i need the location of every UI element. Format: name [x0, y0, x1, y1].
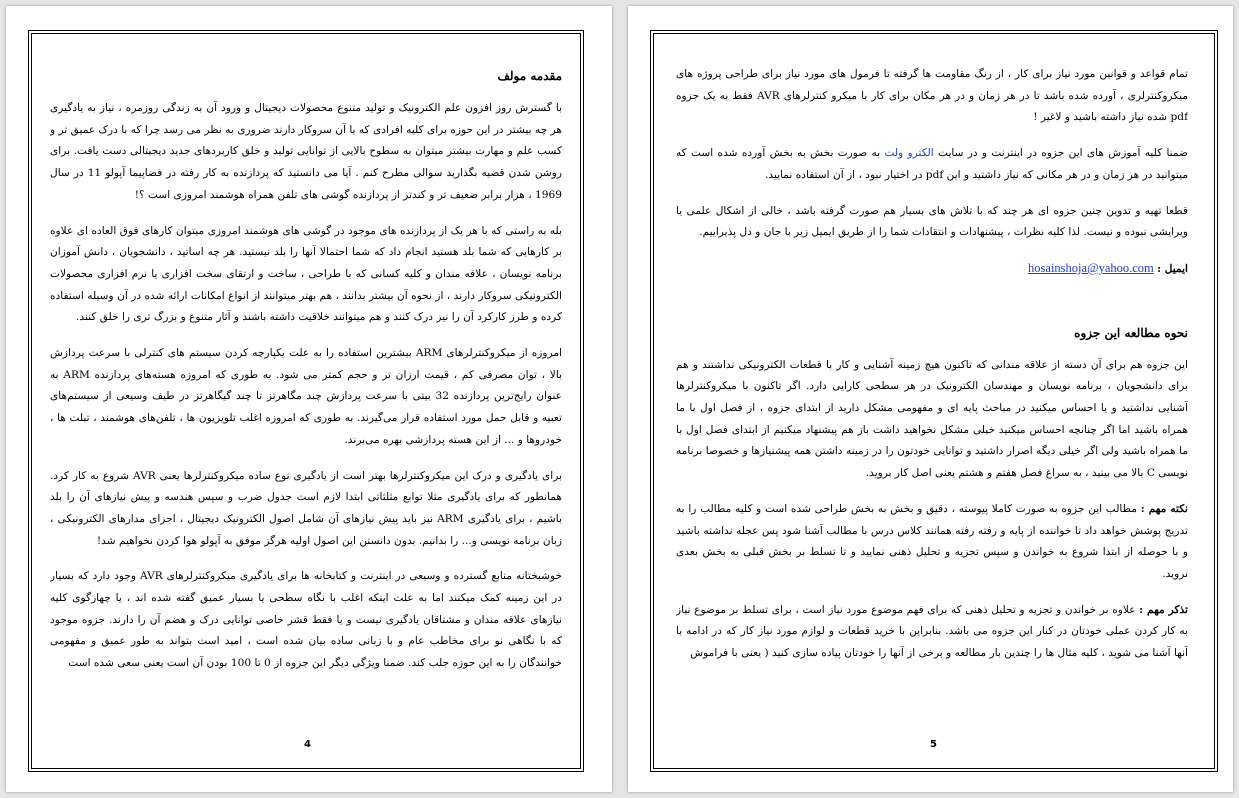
note-label: نکته مهم :	[1140, 502, 1188, 515]
site-text-before: ضمنا کلیه آموزش های این جزوه در اینترنت و در سایت	[938, 147, 1188, 160]
note-paragraph	[676, 499, 1188, 586]
site-link[interactable]: الکترو ولت	[884, 147, 934, 160]
site-text-after: به صورت بخش به بخش آورده شده است که میتوانید در هر زمان و در هر مکانی که نیاز داشتید و این pdf در اختیار نبود ، از آن استفاده نمایید.	[676, 147, 1188, 181]
note-text: علاوه بر خواندن و تجزیه و تحلیل ذهنی که برای فهم موضوع مورد نیاز است ، برای تسلط بر موضوع نیاز به کار کردن عملی خودتان در کنار این جزوه می باشد. بنابراین با خرید قطعات و لوازم مورد نیاز کار که در ادامه با آنها آشنا می شوید ، کلیه مثال ها را چندین بار مطالعه و برخی از آنها را خودتان پیاده سازی کنید ( یعنی با فراموش	[676, 603, 1188, 660]
section-heading: مقدمه مولف	[497, 69, 562, 83]
email-line	[676, 258, 1188, 281]
paragraph: با گسترش روز افزون علم الکترونیک و تولید متنوع محصولات دیجیتال و ورود آن به زندگی روزمره ، نیاز به یادگیری هر چه بیشتر در این حوزه برای کلیه افرادی که با آن سروکار دارند ضروری به نظر می رسد چرا که با درک عمیق تر و کسب علم و مهارت بیشتر میتوان به سطوح بالایی از توانایی تولید و خلق کاربردهای جدید دیجیتالی دست یافت. برای روشن شدن قضیه بگذارید سوالی مطرح کنم . آیا می دانستید که پردازنده به کار رفته در فضاپیما آپولو 11 در سال 1969 ، هزار برابر ضعیف تر و کندتر از پردازنده گوشی های تلفن همراه هوشمند امروزی است ؟!	[50, 102, 562, 201]
paragraph: برای یادگیری و درک این میکروکنترلرها بهتر است از یادگیری نوع ساده میکروکنترلرها یعنی AVR شروع به کار کرد. همانطور که برای یادگیری مثلا توابع مثلثاتی ابتدا لازم است جدول ضرب و سپس هندسه و پیش نیازهای آن را بلد باشیم ، برای یادگیری ARM نیز باید پیش نیازهای آن شامل اصول الکترونیک دیجیتال ، اجزای مدارهای الکترونیکی ، زبان برنامه نویسی و... را بدانیم. بدون دانستن این اصول اولیه هرگز موفق به آپولو هوا کردن نخواهیم شد!	[50, 469, 562, 547]
email-label: ایمیل :	[1157, 262, 1188, 275]
page-number: 5	[930, 739, 937, 750]
note-paragraph	[676, 600, 1188, 665]
page-border	[28, 30, 584, 772]
paragraph: قطعا تهیه و تدوین چنین جزوه ای هر چند که با تلاش های بسیار هم صورت گرفته باشد ، خالی از اشکال علمی یا ویرایشی نبوده و نیست. لذا کلیه نظرات ، پیشنهادات و انتقادات شما را از طریق ایمیل زیر با جان و دل پذیراییم.	[676, 204, 1188, 239]
note-text: مطالب این جزوه به صورت کاملا پیوسته ، دقیق و بخش به بخش طراحی شده است و کلیه مطالب را به تدریج پوشش خواهد داد تا خواننده از پایه و رفته رفته همانند کلاس درس با مطالب آشنا شود پس عجله نداشته باشید و با حوصله از ابتدا شروع به خواندن و سپس تجزیه و تحلیل ذهنی نمایید و تا تسلط بر بخش قبلی به بخش بعدی نروید.	[676, 502, 1188, 580]
paragraph: خوشبختانه منابع گسترده و وسیعی در اینترنت و کتابخانه ها برای یادگیری میکروکنترلرهای AVR وجود دارد که بسیار در این زمینه کمک میکنند اما به علت اینکه اغلب با نگاه سطحی یا بسیار عمیق گفته شده اند ، یا چهارگوی کلیه نیازهای علاقه مندان و مشتاقان یادگیری نیست و یا فقط قشر خاصی توانایی درک و هضم آن را دارند. جزوه موجود که با نگاهی نو برای مخاطب عام و با زبانی ساده بیان شده است ، امید است بتواند به طور عمیق و مفهومی خوانندگان را به این حوزه جلب کند. ضمنا ویژگی دیگر این جزوه از 0 تا 100 بودن آن است یعنی سعی شده است	[50, 570, 562, 670]
paragraph: بله به راستی که با هر یک از پردازنده های موجود در گوشی های هوشمند امروزی میتوان کارهای فوق العاده ای علاوه بر کارهایی که شما بلد هستید انجام داد که شما احتمالا آنها را بلد نیستید. هر چه اساتید ، دانشجویان ، دانش آموزان برنامه نویسان ، علاقه مندان و کلیه کسانی که با طراحی ، ساخت و ارتقای سخت افزاری یا نرم افزاری محصولات الکترونیکی سروکار دارند ، از نحوه آن بیشتر بدانند ، هم بهتر میتوانند از انواع امکانات ارائه شده در آن وسیله استفاده کرده و طرز کارکرد آن را نیز درک کنند و هم میتوانند خلاقیت داشته باشند و آثار متنوع و بزرگ تری را خلق کنند.	[50, 224, 562, 324]
paragraph: این جزوه هم برای آن دسته از علاقه مندانی که تاکنون هیچ زمینه آشنایی و کار با قطعات الکترونیکی نداشتند و هم برای دانشجویان ، برنامه نویسان و مهندسان الکترونیک در هر سطحی کارایی دارد. اگر تاکنون با میکروکنترلرها آشنایی نداشتید و یا احساس میکنید در مباحث پایه ای و مفهومی مشکل دارید از ابتدای جزوه ، از فصل اول با ما همراه باشید اما اگر چنانچه احساس میکنید خیلی مشکل نخواهید داشت باز هم پیشنهاد میکنیم از ابتدای فصل اول با ما همراه باشید ولی اگر خیلی دیگه اصرار داشتید و توانایی خودتون را در زمینه داشتن همه پیشنیازها و خصوصا برنامه نویسی C بالا می بینید ، به سراغ فصل هفتم و هشتم یعنی اصل کار بروید.	[676, 358, 1188, 480]
page-4	[6, 6, 612, 792]
page-5	[628, 6, 1233, 792]
page-content	[676, 64, 1188, 738]
section-heading: نحوه مطالعه این جزوه	[1074, 325, 1188, 340]
site-paragraph	[676, 143, 1188, 186]
paragraph: تمام قواعد و قوانین مورد نیاز برای کار ، از رنگ مقاومت ها گرفته تا فرمول های مورد نیاز برای طراحی پروژه های میکروکنترلری ، آورده شده باشد تا در هر زمان و در هر مکان برای کار با میکرو کنترلرهای AVR فقط به یک جزوه pdf شده نیاز داشته باشید و لاغیر !	[676, 68, 1188, 124]
page-number: 4	[304, 739, 311, 750]
page-content	[50, 56, 562, 738]
email-link[interactable]: hosainshoja@yahoo.com	[1028, 260, 1154, 275]
note-label: تذکر مهم :	[1139, 603, 1188, 616]
page-border	[650, 30, 1218, 772]
paragraph: امروزه از میکروکنترلرهای ARM بیشترین استفاده را به علت یکپارچه کردن سیستم های کنترلی با سرعت پردازش بالا ، توان مصرفی کم ، قیمت ارزان تر و حجم کمتر می شود. به طوری که امروزه هسته‌های پردازنده ARM به عنوان رایج‌ترین پردازنده 32 بیتی با سرعت پردازش چند مگاهرتز تا چند گیگاهرتز در طیف وسیعی از سیستم‌های تعبیه و قابل حمل مورد استفاده قرار می‌گیرند. به طوری که امروزه اغلب تلویزیون ها ، تلفن‌های هوشمند ، تبلت ها ، خودروها و ... از این هسته پردازشی بهره می‌برند.	[50, 347, 562, 446]
